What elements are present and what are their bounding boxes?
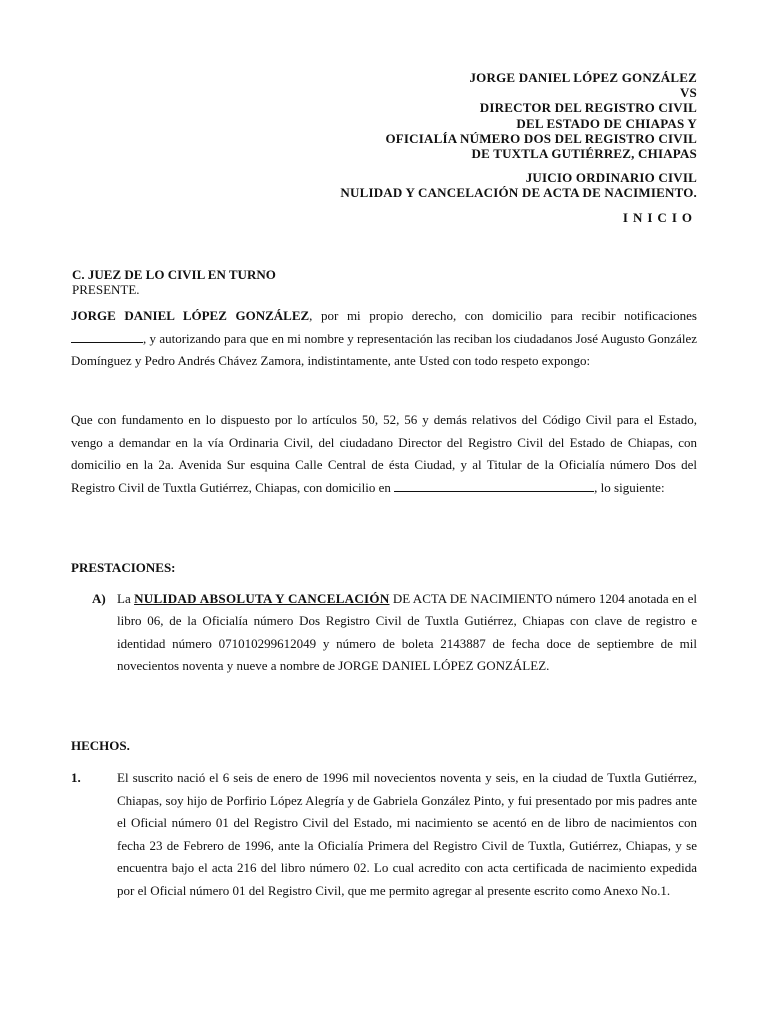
item-letter: A)	[92, 591, 106, 606]
item-rest: DE ACTA DE NACIMIENTO número 1204 anotada en el libro 06, de la Oficialía número Dos Registro Civil de Tuxtla Gutiérrez, Chiapas con clave de registro e identidad número 071010299612049 y número de boleta 2143887 de fecha doce de septiembre de mil novecientos noventa y nueve a nombre de JORGE DANIEL LÓPEZ GONZÁLEZ.	[117, 591, 697, 674]
presente-label: PRESENTE.	[72, 281, 140, 297]
item-body	[117, 588, 697, 678]
intro-text-a: , por mi propio derecho, con domicilio para recibir notificaciones	[309, 308, 697, 323]
judge-title: C. JUEZ DE LO CIVIL EN TURNO	[72, 267, 276, 282]
case-subject: NULIDAD Y CANCELACIÓN DE ACTA DE NACIMIENTO.	[340, 185, 697, 201]
plaintiff-name: JORGE DANIEL LÓPEZ GONZÁLEZ	[71, 308, 310, 323]
blank-line	[71, 330, 143, 343]
header-line: OFICIALÍA NÚMERO DOS DEL REGISTRO CIVIL	[385, 130, 697, 146]
intro-text-b: , y autorizando para que en mi nombre y representación las reciban los ciudadanos José Augusto González Domínguez y Pedro Andrés Chávez Zamora, indistintamente, ante Usted con todo respeto expongo:	[71, 330, 697, 369]
item-lead: La	[117, 591, 135, 606]
header-line: DIRECTOR DEL REGISTRO CIVIL	[479, 100, 697, 116]
header-line: DEL ESTADO DE CHIAPAS Y	[516, 115, 697, 131]
prestaciones-title: PRESTACIONES:	[71, 560, 176, 575]
demand-text-b: , lo siguiente:	[594, 479, 665, 495]
addressee-block	[72, 268, 276, 297]
case-header	[340, 70, 697, 225]
header-line: DE TUXTLA GUTIÉRREZ, CHIAPAS	[471, 146, 697, 162]
blank-line	[394, 479, 594, 492]
item-strong: NULIDAD ABSOLUTA Y CANCELACIÓN	[134, 591, 390, 606]
case-type: JUICIO ORDINARIO CIVIL	[525, 170, 697, 186]
demand-text-a: Que con fundamento en lo dispuesto por lo artículos 50, 52, 56 y demás relativos del Código Civil para el Estado, vengo a demandar en la vía Ordinaria Civil, del ciudadano Director del Registro Civil del Estado de Chiapas, con domicilio en la 2a. Avenida Sur esquina Calle Central de ésta Ciudad, y al Titular de la Oficialía número Dos del Registro Civil de Tuxtla Gutiérrez, Chiapas, con domicilio en	[71, 412, 697, 495]
item-number: 1.	[71, 770, 81, 785]
item-text: El suscrito nació el 6 seis de enero de 1996 mil novecientos noventa y seis, en la ciudad de Tuxtla Gutiérrez, Chiapas, soy hijo de Porfirio López Alegría y de Gabriela González Pinto, y fui presentado por mis padres ante el Oficial número 01 del Registro Civil del Estado, mi nacimiento se acentó en de libro de nacimientos con fecha 23 de Febrero de 1996, ante la Oficialía Primera del Registro Civil de Tuxtla, Gutiérrez, Chiapas, y se encuentra bajo el acta 216 del libro número 02. Lo cual acredito con acta certificada de nacimiento expedida por el Oficial número 01 del Registro Civil, que me permito agregar al presente escrito como Anexo No.1.	[117, 770, 697, 898]
demand-paragraph	[71, 409, 697, 499]
header-line: JORGE DANIEL LÓPEZ GONZÁLEZ	[469, 70, 697, 85]
hechos-title: HECHOS.	[71, 738, 130, 753]
inicio-label: INICIO	[622, 209, 697, 225]
header-line: VS	[679, 85, 697, 101]
intro-paragraph	[71, 305, 697, 373]
prestacion-item	[92, 588, 697, 678]
hecho-item	[71, 767, 697, 903]
